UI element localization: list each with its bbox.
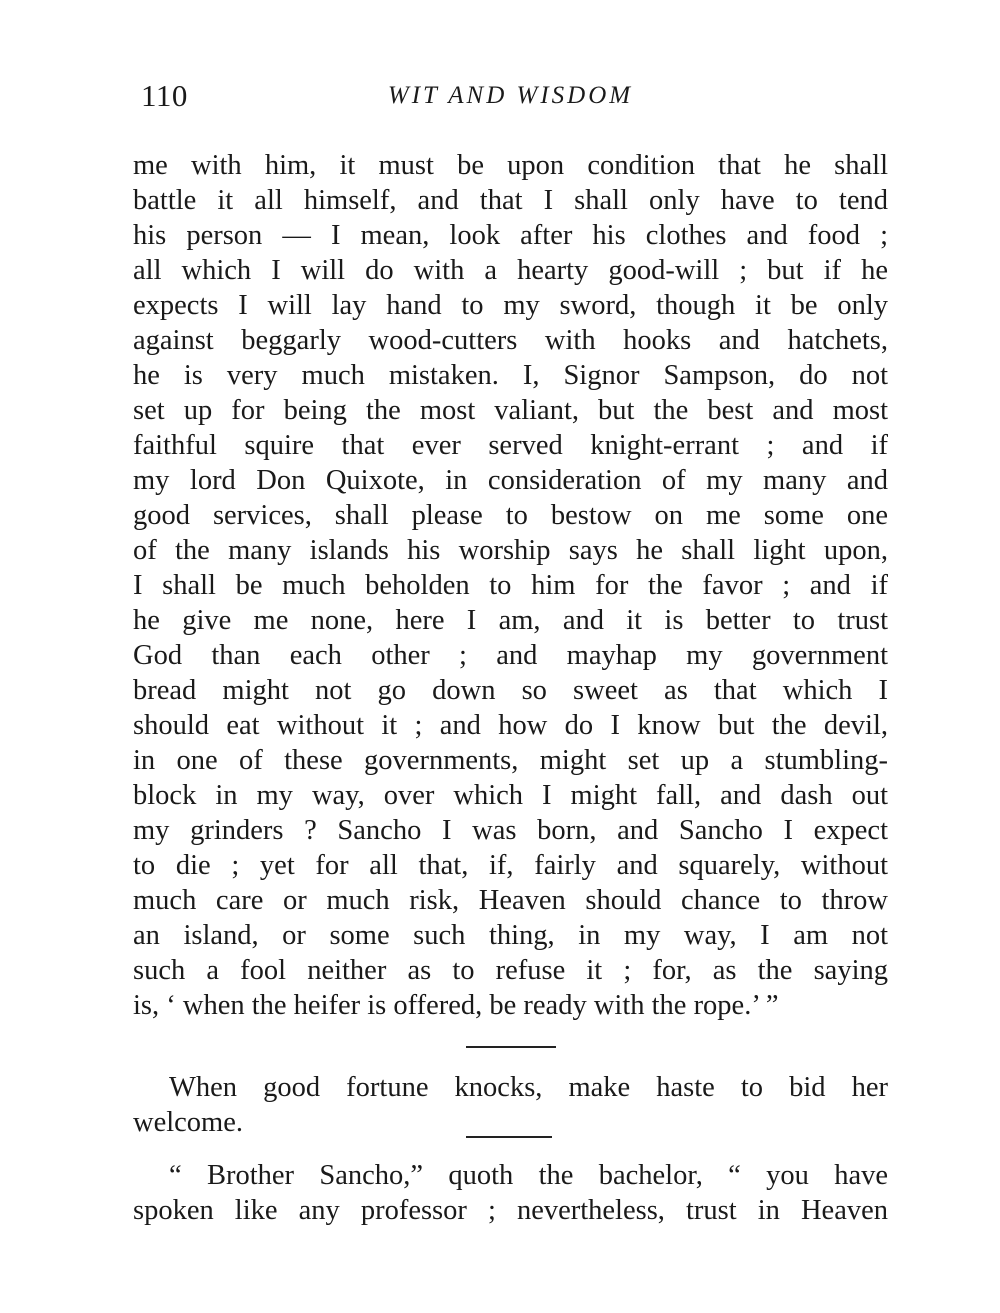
text-line: expects I will lay hand to my sword, though it be only [133,290,888,321]
text-line: an island, or some such thing, in my way, I am not [133,920,888,951]
paragraph-sancho-speech [133,148,888,1023]
text-line: spoken like any professor ; nevertheless, trust in Heaven [133,1195,888,1226]
text-line: me with him, it must be upon condition that he shall [133,150,888,181]
text-line: bread might not go down so sweet as that which I [133,675,888,706]
text-line: “ Brother Sancho,” quoth the bachelor, “ you have [169,1160,888,1191]
section-divider [466,1136,552,1138]
text-line: God than each other ; and mayhap my government [133,640,888,671]
text-line: When good fortune knocks, make haste to bid her [169,1072,888,1103]
text-line: he is very much mistaken. I, Signor Sampson, do not [133,360,888,391]
running-head [133,78,888,118]
text-line: faithful squire that ever served knight-errant ; and if [133,430,888,461]
paragraph-brother-sancho [133,1158,888,1228]
text-line: all which I will do with a hearty good-will ; but if he [133,255,888,286]
text-line: against beggarly wood-cutters with hooks and hatchets, [133,325,888,356]
text-line: welcome. [133,1107,243,1138]
page-number: 110 [141,78,188,113]
text-line: should eat without it ; and how do I know but the devil, [133,710,888,741]
text-line: block in my way, over which I might fall, and dash out [133,780,888,811]
text-line: good services, shall please to bestow on me some one [133,500,888,531]
text-line: he give me none, here I am, and it is better to trust [133,605,888,636]
text-line: set up for being the most valiant, but the best and most [133,395,888,426]
text-line: I shall be much beholden to him for the favor ; and if [133,570,888,601]
paragraph-good-fortune [133,1070,888,1140]
text-line: of the many islands his worship says he shall light upon, [133,535,888,566]
text-line: my lord Don Quixote, in consideration of my many and [133,465,888,496]
text-line: in one of these governments, might set up a stumbling- [133,745,888,776]
text-line: is, ‘ when the heifer is offered, be ready with the rope.’ ” [133,990,779,1021]
text-line: to die ; yet for all that, if, fairly and squarely, without [133,850,888,881]
text-line: his person — I mean, look after his clothes and food ; [133,220,888,251]
running-title: WIT AND WISDOM [387,82,634,109]
text-line: such a fool neither as to refuse it ; for, as the saying [133,955,888,986]
text-line: my grinders ? Sancho I was born, and Sancho I expect [133,815,888,846]
text-line: much care or much risk, Heaven should chance to throw [133,885,888,916]
text-line: battle it all himself, and that I shall only have to tend [133,185,888,216]
section-divider [466,1046,556,1048]
